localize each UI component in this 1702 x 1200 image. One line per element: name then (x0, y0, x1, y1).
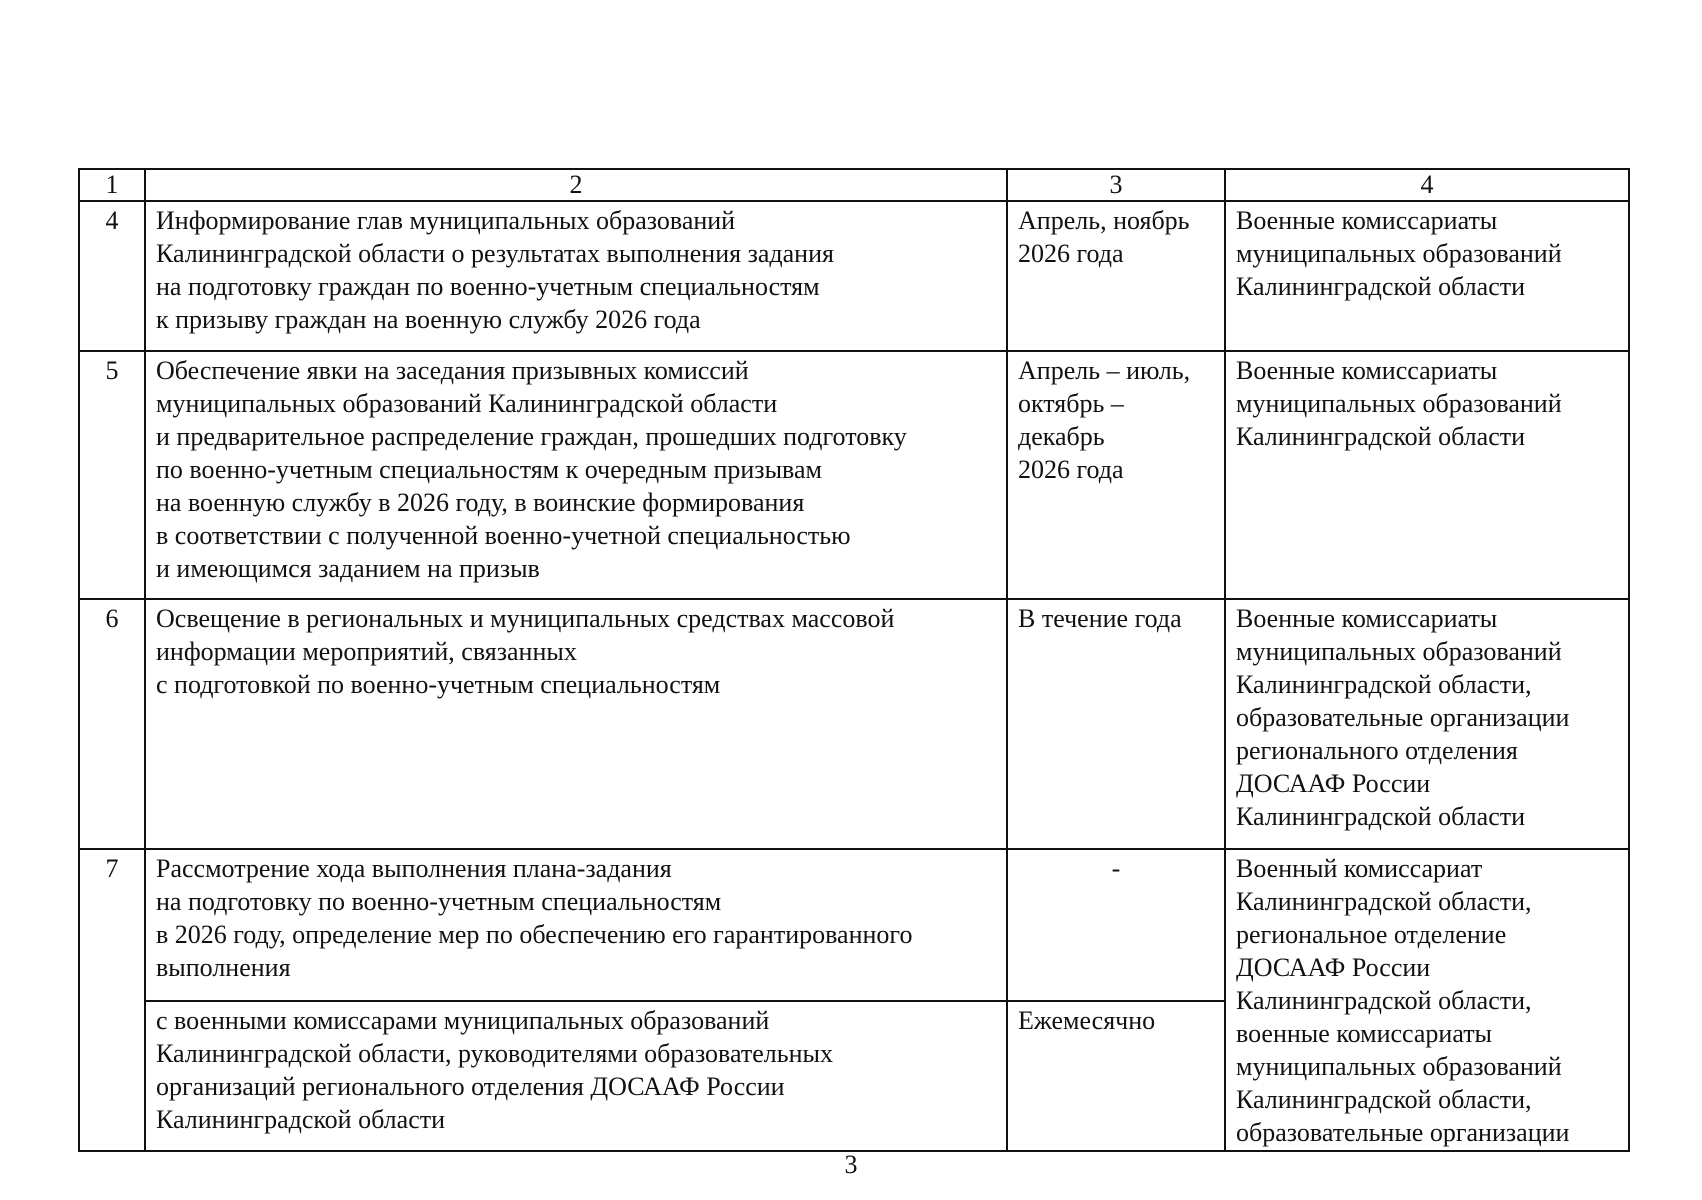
plan-table (78, 168, 1630, 1152)
term-text: октябрь – (1018, 389, 1124, 418)
responsible-text: Калининградской области (1236, 272, 1526, 301)
term-text: Ежемесячно (1018, 1006, 1156, 1035)
term-text: В течение года (1018, 604, 1182, 633)
responsible-text: Калининградской области (1236, 422, 1526, 451)
responsible-text: образовательные организации (1236, 1118, 1570, 1147)
event-text: Освещение в региональных и муниципальных средствах массовой (156, 604, 895, 633)
term-text: - (1111, 854, 1121, 883)
page-number: 3 (844, 1150, 858, 1179)
sub-term-cell (1007, 1001, 1225, 1151)
event-text: на подготовку граждан по военно-учетным специальностям (156, 272, 820, 301)
responsible-cell (1225, 599, 1629, 849)
responsible-text: муниципальных образований (1236, 239, 1562, 268)
column-number-3: 3 (1007, 169, 1225, 201)
term-cell (1007, 599, 1225, 849)
event-text: на подготовку по военно-учетным специальностям (156, 887, 722, 916)
event-cell (145, 849, 1007, 1001)
responsible-text: Военные комиссариаты (1236, 356, 1498, 385)
responsible-text: муниципальных образований (1236, 1052, 1562, 1081)
column-number-4: 4 (1225, 169, 1629, 201)
responsible-cell (1225, 201, 1629, 351)
responsible-text: ДОСААФ России (1236, 769, 1431, 798)
term-cell (1007, 351, 1225, 599)
responsible-text: региональное отделение (1236, 920, 1507, 949)
term-cell (1007, 201, 1225, 351)
event-text: Рассмотрение хода выполнения плана-задания (156, 854, 672, 883)
responsible-text: муниципальных образований (1236, 637, 1562, 666)
responsible-text: муниципальных образований (1236, 389, 1562, 418)
responsible-cell (1225, 849, 1629, 1151)
row-number: 7 (79, 849, 145, 1151)
term-text: Апрель, ноябрь (1018, 206, 1190, 235)
responsible-text: Калининградской области, (1236, 670, 1532, 699)
sub-event-cell (145, 1001, 1007, 1151)
event-text: с военными комиссарами муниципальных образований (156, 1006, 770, 1035)
term-text: Апрель – июль, (1018, 356, 1191, 385)
event-text: и имеющимся заданием на призыв (156, 554, 540, 583)
responsible-text: Калининградской области (1236, 802, 1526, 831)
event-text: на военную службу в 2026 году, в воинские формирования (156, 488, 805, 517)
table-row (79, 599, 1629, 849)
event-text: Калининградской области (156, 1105, 446, 1134)
responsible-text: Военные комиссариаты (1236, 604, 1498, 633)
event-text: и предварительное распределение граждан, прошедших подготовку (156, 422, 907, 451)
row-number: 4 (79, 201, 145, 351)
event-text: Обеспечение явки на заседания призывных комиссий (156, 356, 749, 385)
event-text: Калининградской области, руководителями образовательных (156, 1039, 833, 1068)
event-text: информации мероприятий, связанных (156, 637, 577, 666)
table-header-row (79, 169, 1629, 201)
responsible-text: Военный комиссариат (1236, 854, 1483, 883)
event-text: с подготовкой по военно-учетным специальностям (156, 670, 721, 699)
event-text: по военно-учетным специальностям к очередным призывам (156, 455, 822, 484)
event-cell (145, 201, 1007, 351)
event-text: в соответствии с полученной военно-учетной специальностью (156, 521, 851, 550)
event-text: в 2026 году, определение мер по обеспечению его гарантированного (156, 920, 913, 949)
event-text: Калининградской области о результатах выполнения задания (156, 239, 834, 268)
table-row (79, 849, 1629, 1001)
table-row (79, 201, 1629, 351)
term-text: декабрь (1018, 422, 1105, 451)
row-number: 5 (79, 351, 145, 599)
event-cell (145, 599, 1007, 849)
column-number-1: 1 (79, 169, 145, 201)
event-text: организаций регионального отделения ДОСААФ России (156, 1072, 785, 1101)
column-number-2: 2 (145, 169, 1007, 201)
event-text: выполнения (156, 953, 291, 982)
event-cell (145, 351, 1007, 599)
event-text: муниципальных образований Калининградской области (156, 389, 778, 418)
table-row (79, 351, 1629, 599)
responsible-text: Калининградской области, (1236, 986, 1532, 1015)
responsible-text: Калининградской области, (1236, 887, 1532, 916)
responsible-text: регионального отделения (1236, 736, 1518, 765)
responsible-text: ДОСААФ России (1236, 953, 1431, 982)
event-text: к призыву граждан на военную службу 2026 года (156, 305, 701, 334)
term-text: 2026 года (1018, 455, 1124, 484)
responsible-text: военные комиссариаты (1236, 1019, 1493, 1048)
term-cell (1007, 849, 1225, 1001)
term-text: 2026 года (1018, 239, 1124, 268)
responsible-cell (1225, 351, 1629, 599)
responsible-text: Военные комиссариаты (1236, 206, 1498, 235)
event-text: Информирование глав муниципальных образований (156, 206, 736, 235)
responsible-text: Калининградской области, (1236, 1085, 1532, 1114)
responsible-text: образовательные организации (1236, 703, 1570, 732)
row-number: 6 (79, 599, 145, 849)
